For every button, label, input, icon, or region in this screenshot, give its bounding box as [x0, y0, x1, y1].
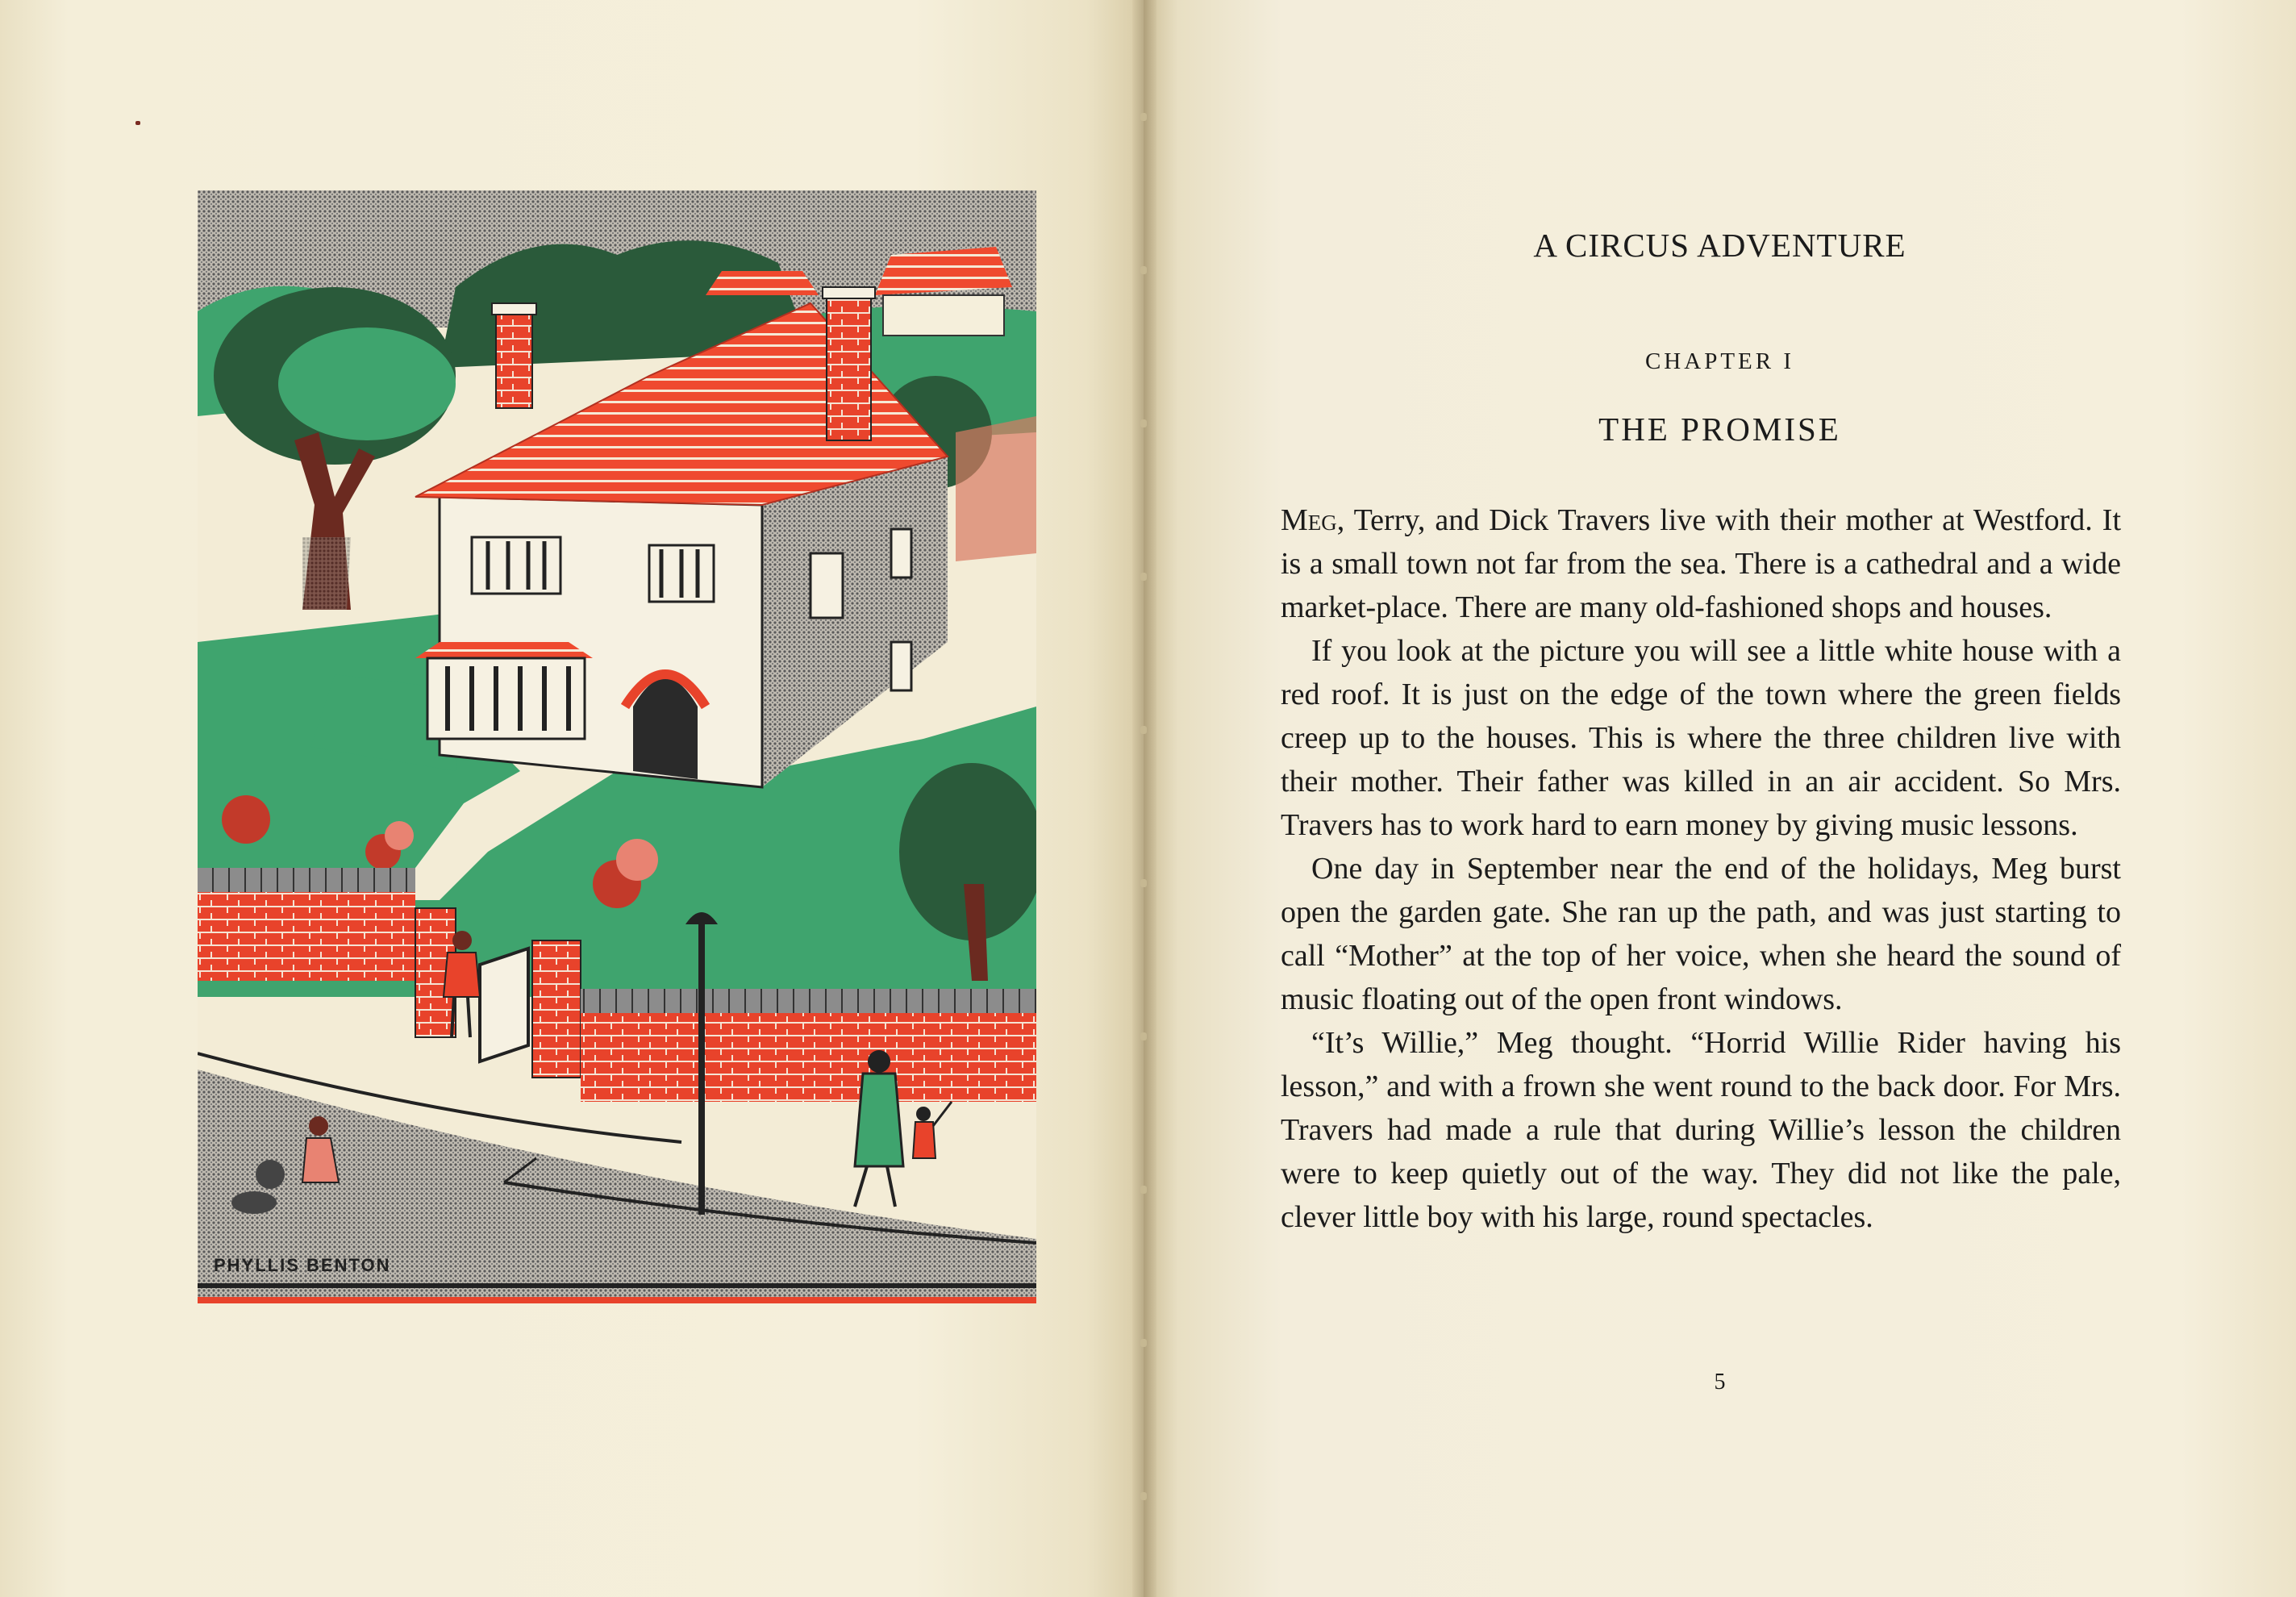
binding-stitch [1140, 1492, 1147, 1500]
binding-stitch [1140, 113, 1147, 121]
illustration-rule [198, 1297, 1036, 1303]
chapter-title: THE PROMISE [1598, 411, 1841, 448]
binding-stitch [1140, 1339, 1147, 1347]
binding-stitch [1140, 573, 1147, 581]
left-page [0, 0, 1144, 1597]
ink-speck [135, 121, 140, 125]
paragraph: One day in September near the end of the holidays, Meg burst open the garden gate. She ran up the path, and was just starting to call “Mother” at the top of her voice, when she heard the sound of music floating out of the open front windows. [1281, 852, 2121, 1016]
house-illustration [198, 190, 1036, 1303]
binding-stitch [1140, 879, 1147, 887]
paragraph-text: , Terry, and Dick Travers live with their mother at Westford. It is a small town not far from the sea. There is a cathedral and a wide market-place. There are many old-fashioned shops and houses. [1281, 503, 2121, 624]
binding-stitch [1140, 1186, 1147, 1194]
page-number: 5 [1714, 1370, 1726, 1395]
drop-lead-word: Meg [1281, 503, 1337, 537]
binding-stitch [1140, 1032, 1147, 1040]
chapter-body [1281, 498, 2121, 1239]
paragraph: If you look at the picture you will see a little white house with a red roof. It is just on the edge of the town where the green fields creep up to the houses. This is where the three children live with their mother. Their father was killed in an air accident. So Mrs. Travers has to work hard to earn money by giving music lessons. [1281, 634, 2121, 842]
chapter-number: CHAPTER I [1644, 348, 1795, 374]
paragraph: “It’s Willie,” Meg thought. “Horrid Willie Rider having his lesson,” and with a frown she went round to the back door. For Mrs. Travers had made a rule that during Willie’s lesson the children were to keep quietly out of the way. They did not like the pale, clever little boy with his large, round spectacles. [1281, 1026, 2121, 1234]
binding-stitch [1140, 726, 1147, 734]
book-title: A CIRCUS ADVENTURE [1533, 227, 1906, 264]
paragraph [1281, 498, 2121, 629]
svg-text:PHYLLIS BENTON: PHYLLIS BENTON [214, 1255, 391, 1275]
binding-stitch [1140, 266, 1147, 274]
